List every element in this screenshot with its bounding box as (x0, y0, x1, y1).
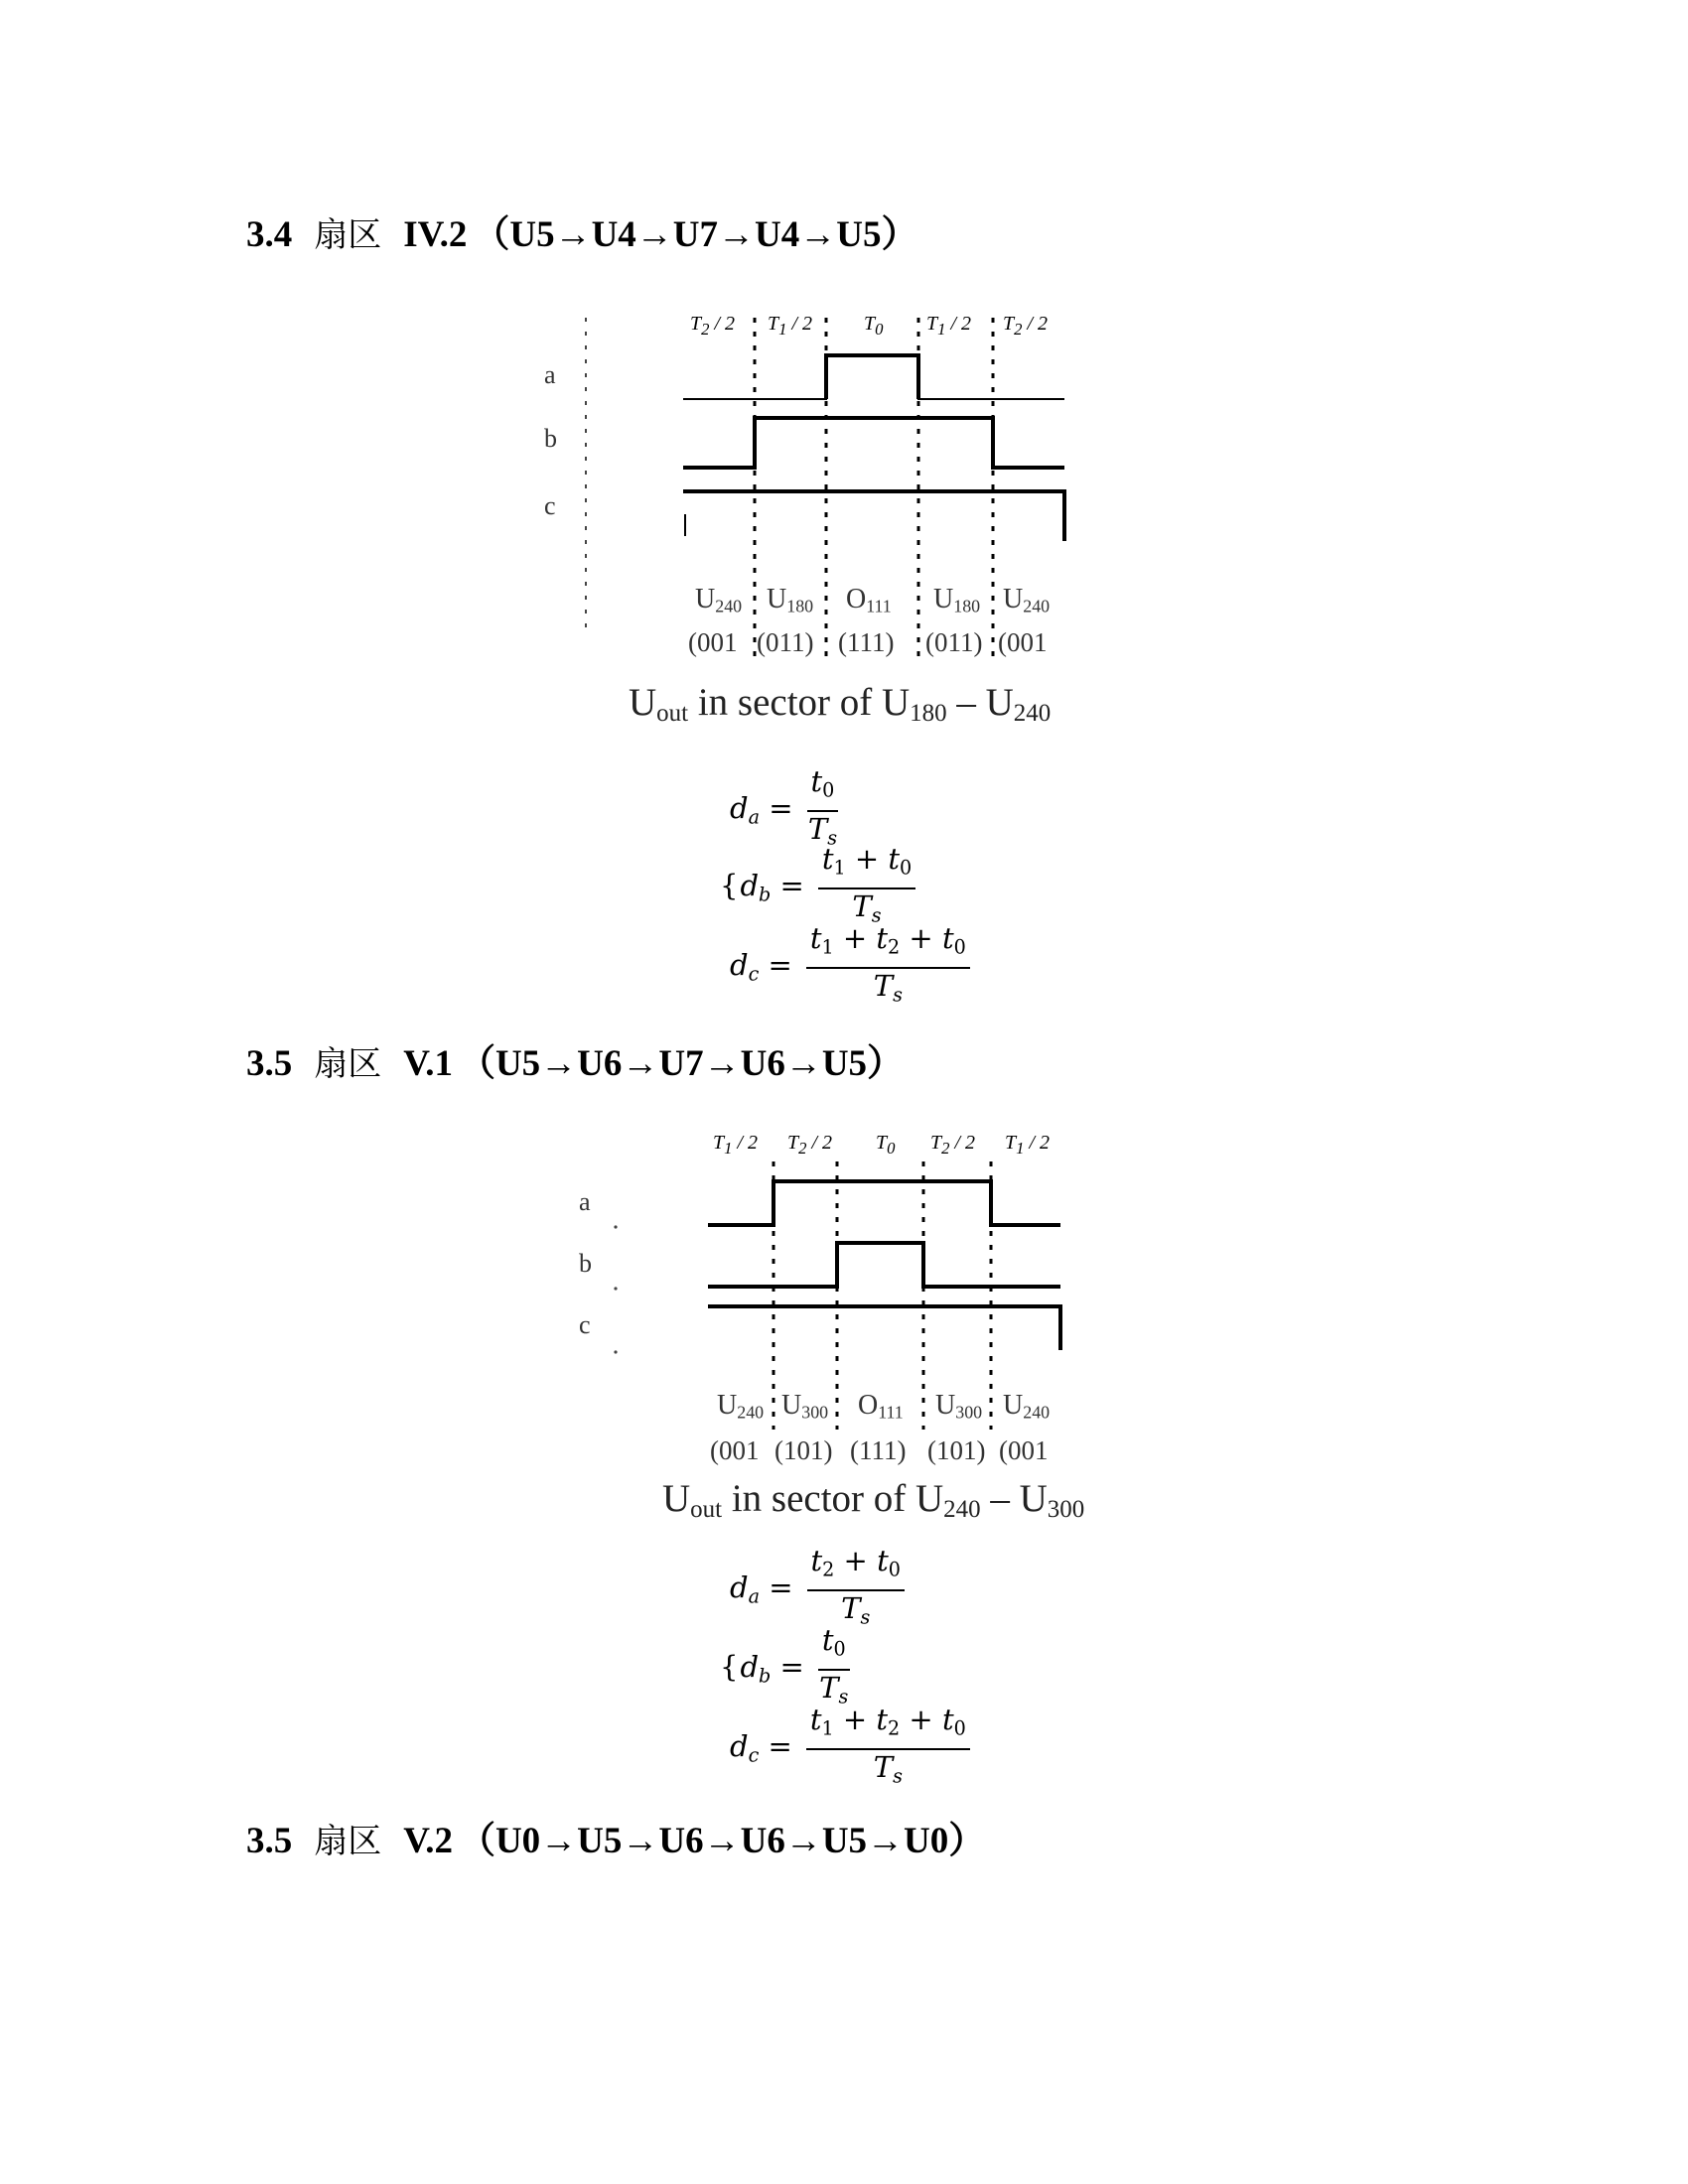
vector-name: U (1003, 1390, 1024, 1421)
eq-denominator: $T_s$ (873, 968, 903, 1007)
section-number: 3.5 (246, 1043, 293, 1084)
section-sequence: （U5→U4→U7→U4→U5） (473, 214, 918, 255)
vector-name: U (767, 584, 787, 614)
vector-sub: 111 (866, 596, 892, 616)
section-code: V.2 (403, 1821, 453, 1861)
eq-denominator: $T_s$ (819, 1670, 849, 1708)
section-number: 3.5 (246, 1821, 293, 1861)
equation-db-1 (720, 842, 915, 932)
vector-sub: 240 (715, 596, 743, 616)
eq-fraction (806, 1703, 970, 1793)
signal-a-waveform (708, 1181, 1060, 1225)
caption-part: – U (946, 681, 1014, 724)
vector-label-2 (767, 584, 813, 616)
caption-sub: 300 (1047, 1496, 1085, 1524)
state-code-3: (111) (850, 1435, 907, 1465)
vector-name: U (935, 1390, 956, 1421)
eq-numerator: $t_2 + t_0$ (807, 1544, 905, 1591)
signal-b-waveform (683, 418, 1064, 468)
state-code-3: (111) (838, 627, 895, 657)
section-sequence: （U0→U5→U6→U6→U5→U0） (458, 1821, 986, 1861)
caption-part: in sector of U (722, 1477, 944, 1520)
time-label-2: $T_2 / 2$ (787, 1132, 833, 1158)
diagram-caption-2 (662, 1476, 1084, 1524)
eq-lhs: $d_c$ = (730, 1728, 792, 1767)
caption-part: – U (980, 1477, 1048, 1520)
diagram-caption-1 (629, 680, 1051, 728)
caption-sub: 180 (910, 700, 947, 728)
equation-db-2 (720, 1623, 850, 1713)
vector-label-5 (1003, 584, 1050, 616)
caption-sub: out (690, 1496, 723, 1524)
eq-numerator: $t_0$ (818, 1623, 850, 1671)
eq-denominator: $T_s$ (852, 888, 882, 927)
eq-denominator: $T_s$ (841, 1590, 871, 1629)
eq-numerator: $t_1 + t_2 + t_0$ (806, 921, 970, 969)
section-number: 3.4 (246, 214, 293, 255)
signal-label-c: c (579, 1310, 591, 1339)
vector-label-5 (1003, 1390, 1050, 1423)
label-dot-c (614, 1350, 617, 1353)
signal-label-b: b (579, 1249, 592, 1278)
vector-sub: 180 (953, 596, 981, 616)
eq-lhs: $d_a$ = (730, 790, 793, 829)
vector-label-1 (717, 1390, 764, 1423)
vector-label-3 (858, 1390, 904, 1423)
vector-sub: 300 (955, 1402, 983, 1423)
time-label-2: $T_1 / 2$ (768, 313, 813, 339)
vector-sub: 111 (878, 1402, 904, 1423)
eq-lhs: {$d_b$ = (720, 868, 804, 906)
time-label-4: $T_2 / 2$ (930, 1132, 976, 1158)
vector-name: U (933, 584, 954, 614)
eq-numerator: $t_0$ (807, 764, 839, 812)
vector-sub: 300 (801, 1402, 829, 1423)
eq-lhs: $d_c$ = (730, 947, 792, 986)
label-dot-b (614, 1287, 617, 1290)
section-code: V.1 (403, 1043, 453, 1084)
caption-part: U (662, 1477, 691, 1520)
equation-dc-1 (730, 921, 970, 1012)
section-heading-3-5-v2 (246, 1810, 985, 1863)
signal-a-pulse (826, 355, 918, 399)
state-code-2: (101) (774, 1435, 833, 1465)
state-code-4: (011) (925, 627, 983, 657)
time-label-5: $T_2 / 2$ (1003, 313, 1049, 339)
equation-dc-2 (730, 1703, 970, 1793)
vector-sub: 240 (1023, 1402, 1051, 1423)
caption-sub: out (656, 700, 689, 728)
vector-sub: 240 (1023, 596, 1051, 616)
eq-denominator: $T_s$ (807, 811, 838, 850)
state-code-4: (101) (927, 1435, 986, 1465)
signal-c-waveform (708, 1306, 1060, 1350)
signal-label-a: a (579, 1187, 591, 1216)
state-code-2: (011) (757, 627, 814, 657)
vector-label-2 (781, 1390, 828, 1423)
equation-da-2 (730, 1544, 905, 1634)
vector-label-4 (935, 1390, 982, 1423)
vector-name: U (781, 1390, 802, 1421)
signal-c-waveform (683, 491, 1064, 541)
section-cjk-label: 扇区 (314, 1044, 382, 1084)
state-code-5: (001 (998, 627, 1048, 657)
eq-lhs: {$d_b$ = (720, 1649, 804, 1688)
time-label-5: $T_1 / 2$ (1005, 1132, 1051, 1158)
eq-denominator: $T_s$ (873, 1749, 903, 1788)
vector-sub: 180 (786, 596, 814, 616)
caption-part: U (629, 681, 657, 724)
section-sequence: （U5→U6→U7→U6→U5） (458, 1043, 905, 1084)
signal-a-waveform (683, 355, 1064, 399)
vector-name: O (846, 584, 867, 614)
vector-name: U (695, 584, 716, 614)
eq-lhs: $d_a$ = (730, 1570, 793, 1608)
caption-sub: 240 (943, 1496, 981, 1524)
caption-sub: 240 (1013, 700, 1052, 728)
section-cjk-label: 扇区 (314, 215, 382, 255)
eq-numerator: $t_1 + t_2 + t_0$ (806, 1703, 970, 1750)
vector-sub: 240 (737, 1402, 765, 1423)
state-code-1: (001 (710, 1435, 760, 1465)
signal-b-waveform (708, 1243, 1060, 1287)
state-code-1: (001 (688, 627, 738, 657)
signal-label-c: c (544, 491, 556, 520)
vector-name: U (717, 1390, 738, 1421)
eq-fraction (818, 842, 915, 932)
signal-label-a: a (544, 360, 556, 389)
eq-fraction (807, 1544, 905, 1634)
time-label-3: $T_0$ (876, 1132, 896, 1158)
time-label-4: $T_1 / 2$ (926, 313, 972, 339)
section-cjk-label: 扇区 (314, 1822, 382, 1861)
vector-name: O (858, 1390, 879, 1421)
vector-label-3 (846, 584, 892, 616)
vector-label-4 (933, 584, 980, 616)
state-code-5: (001 (999, 1435, 1049, 1465)
section-heading-3-5-v1 (246, 1032, 904, 1086)
label-dot-a (614, 1225, 617, 1228)
time-label-1: $T_1 / 2$ (713, 1132, 759, 1158)
time-label-1: $T_2 / 2$ (690, 313, 736, 339)
vector-label-1 (695, 584, 742, 616)
signal-label-b: b (544, 424, 557, 453)
section-code: IV.2 (403, 214, 468, 255)
eq-fraction (818, 1623, 850, 1713)
vector-name: U (1003, 584, 1024, 614)
section-heading-3-4 (246, 204, 917, 257)
caption-part: in sector of U (688, 681, 911, 724)
eq-fraction (806, 921, 970, 1012)
eq-numerator: $t_1 + t_0$ (818, 842, 915, 889)
time-label-3: $T_0$ (864, 313, 884, 339)
